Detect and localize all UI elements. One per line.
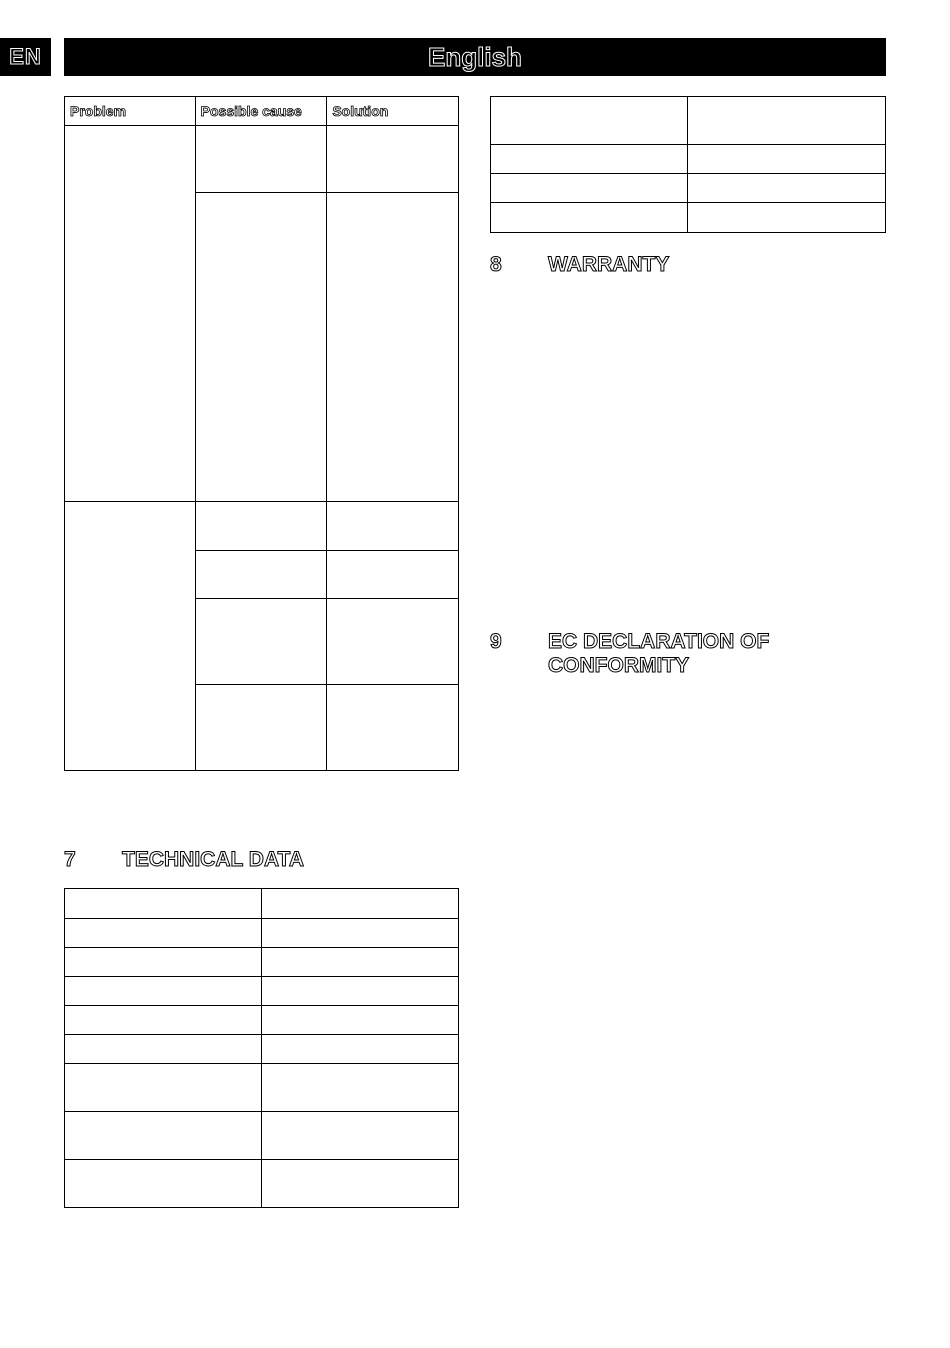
spec-value-cell [261,977,459,1006]
section-title: TECHNICAL DATA [122,848,304,871]
table-row [65,502,459,551]
section-heading-ec-declaration [490,630,886,680]
solution-cell [327,502,459,551]
cause-cell [195,551,327,599]
problem-cell [65,502,196,771]
spec-value-cell [261,1112,459,1160]
cause-cell [195,193,327,502]
table-row [65,1006,459,1035]
spec-label-cell [491,145,688,174]
table-header-row [65,97,459,126]
spec-value-cell [261,1064,459,1112]
solution-cell [327,685,459,771]
language-code: EN [9,44,42,69]
column-header-problem: Problem [65,97,196,126]
technical-data-table [64,888,459,1208]
solution-cell [327,193,459,502]
section-number: 9 [490,630,502,653]
cause-cell [195,502,327,551]
table-row [491,174,886,203]
spec-value-cell [261,889,459,919]
section-title: WARRANTY [548,253,670,276]
spec-label-cell [65,889,262,919]
section-title-line-1: EC DECLARATION OF [548,630,770,653]
cause-cell [195,685,327,771]
spec-label-cell [65,948,262,977]
table-row [491,97,886,145]
problem-cell [65,126,196,502]
spec-value-cell [687,174,886,203]
spec-label-cell [65,977,262,1006]
spec-value-cell [261,948,459,977]
technical-data-table-continued [490,96,886,233]
spec-value-cell [261,1006,459,1035]
spec-label-cell [491,203,688,233]
table-row [65,1112,459,1160]
spec-label-cell [65,1112,262,1160]
solution-cell [327,126,459,193]
spec-label-cell [65,1160,262,1208]
troubleshooting-table [64,96,459,771]
table-row [65,1160,459,1208]
table-row [65,977,459,1006]
spec-label-cell [65,1035,262,1064]
spec-label-cell [491,174,688,203]
table-row [65,919,459,948]
table-row [65,1064,459,1112]
spec-label-cell [65,919,262,948]
section-number: 8 [490,253,502,276]
column-header-possible-cause: Possible cause [195,97,327,126]
language-tab [0,38,51,76]
cause-cell [195,126,327,193]
table-row [491,145,886,174]
solution-cell [327,599,459,685]
cause-cell [195,599,327,685]
spec-label-cell [65,1064,262,1112]
spec-value-cell [687,97,886,145]
solution-cell [327,551,459,599]
section-title-line-2: CONFORMITY [548,654,690,677]
table-row [65,948,459,977]
section-number: 7 [64,848,76,871]
column-header-solution: Solution [327,97,459,126]
section-heading-warranty [490,253,886,279]
table-row [65,1035,459,1064]
spec-value-cell [687,203,886,233]
spec-label-cell [491,97,688,145]
section-heading-technical-data [64,848,459,874]
table-row [65,126,459,193]
spec-value-cell [687,145,886,174]
table-row [65,889,459,919]
spec-value-cell [261,919,459,948]
page-title: English [428,41,522,72]
table-row [491,203,886,233]
page-header [64,38,886,76]
spec-value-cell [261,1035,459,1064]
spec-label-cell [65,1006,262,1035]
spec-value-cell [261,1160,459,1208]
